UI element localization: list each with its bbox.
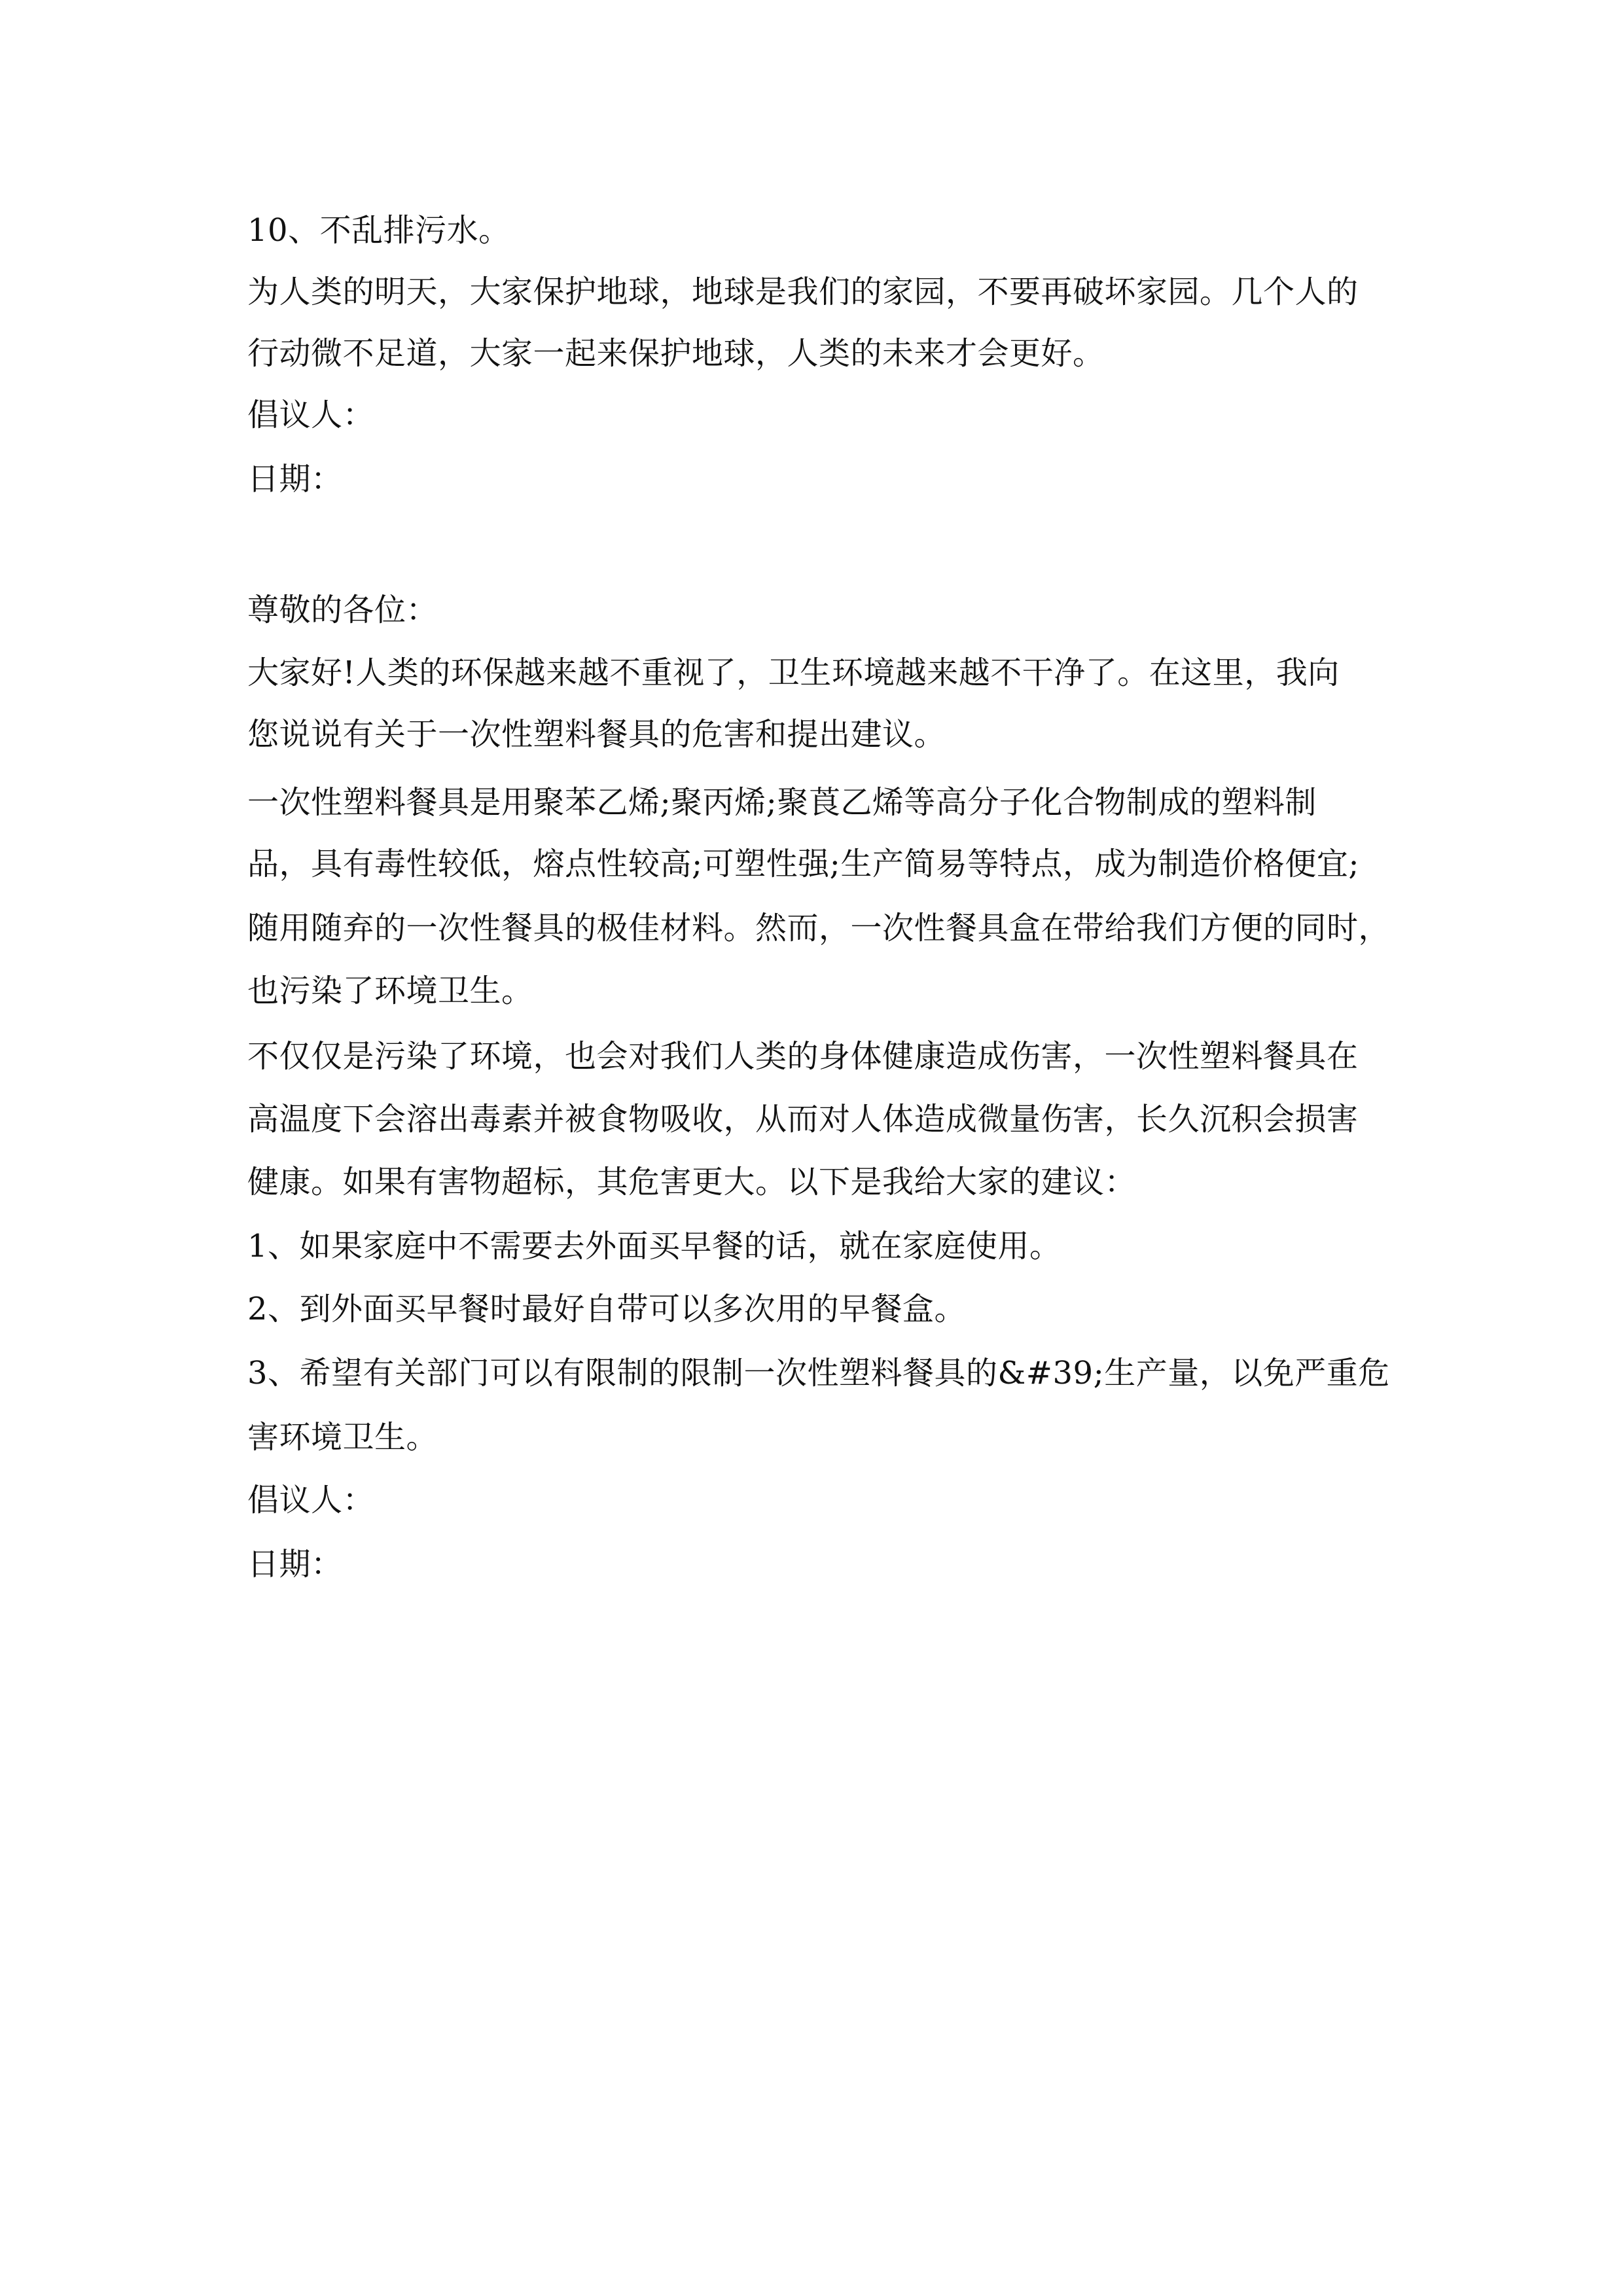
suggestion-item-3: 3、希望有关部门可以有限制的限制一次性塑料餐具的&#39;生产量，以免严重危 xyxy=(247,1355,1390,1391)
paragraph-line: 也污染了环境卫生。 xyxy=(247,973,533,1009)
suggestion-item-10: 10、不乱排污水。 xyxy=(247,212,510,249)
date-label: 日期： xyxy=(247,461,343,497)
paragraph-line: 一次性塑料餐具是用聚苯乙烯;聚丙烯;聚莨乙烯等高分子化合物制成的塑料制 xyxy=(247,784,1317,821)
date-label: 日期： xyxy=(247,1546,343,1583)
paragraph-line: 品，具有毒性较低，熔点性较高;可塑性强;生产简易等特点，成为制造价格便宜; xyxy=(247,846,1360,882)
paragraph-line: 不仅仅是污染了环境，也会对我们人类的身体健康造成伤害，一次性塑料餐具在 xyxy=(247,1038,1359,1075)
paragraph-line: 高温度下会溶出毒素并被食物吸收，从而对人体造成微量伤害，长久沉积会损害 xyxy=(247,1101,1359,1138)
proposer-label: 倡议人： xyxy=(247,397,375,433)
paragraph-line: 健康。如果有害物超标，其危害更大。以下是我给大家的建议： xyxy=(247,1164,1137,1200)
suggestion-item-2: 2、到外面买早餐时最好自带可以多次用的早餐盒。 xyxy=(247,1291,967,1327)
closing-paragraph-line: 行动微不足道，大家一起来保护地球，人类的未来才会更好。 xyxy=(247,335,1105,372)
intro-paragraph-line: 您说说有关于一次性塑料餐具的危害和提出建议。 xyxy=(247,716,946,753)
letter-greeting: 尊敬的各位： xyxy=(247,592,438,628)
closing-paragraph-line: 为人类的明天，大家保护地球，地球是我们的家园，不要再破坏家园。几个人的 xyxy=(247,274,1359,310)
paragraph-line: 随用随弃的一次性餐具的极佳材料。然而，一次性餐具盒在带给我们方便的同时， xyxy=(247,910,1391,946)
proposer-label: 倡议人： xyxy=(247,1482,375,1518)
suggestion-item-3-cont: 害环境卫生。 xyxy=(247,1419,438,1456)
suggestion-item-1: 1、如果家庭中不需要去外面买早餐的话，就在家庭使用。 xyxy=(247,1228,1061,1265)
intro-paragraph-line: 大家好!人类的环保越来越不重视了，卫生环境越来越不干净了。在这里，我向 xyxy=(247,655,1340,691)
